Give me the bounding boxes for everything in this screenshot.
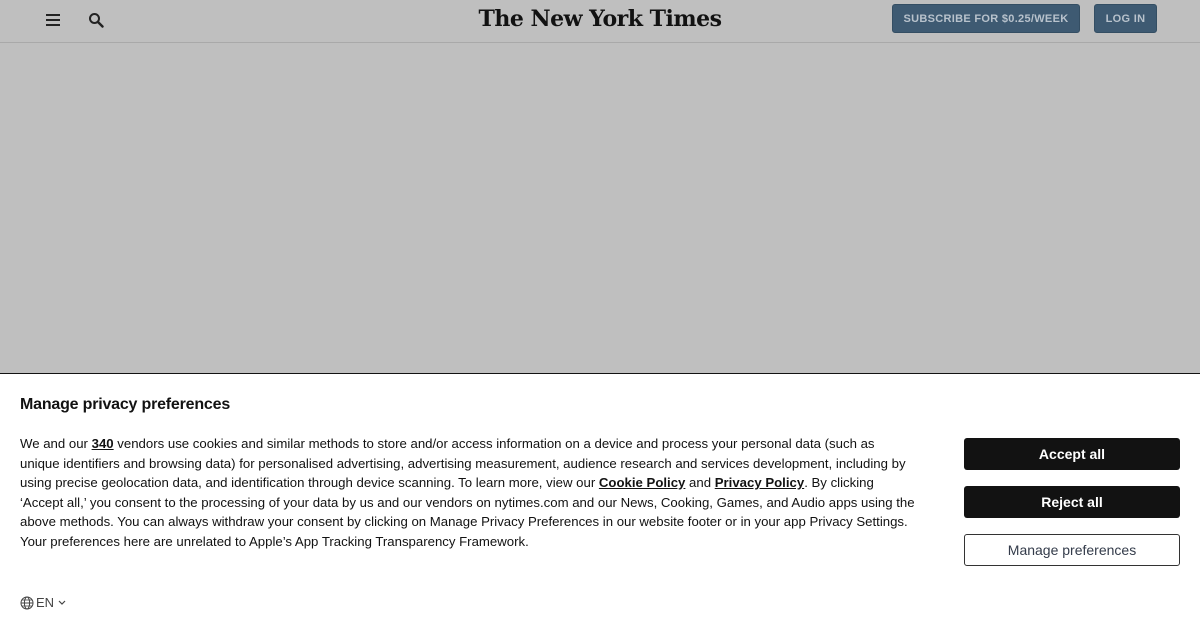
subscribe-button[interactable]: SUBSCRIBE FOR $0.25/WEEK — [892, 4, 1080, 33]
logo-text: The New York Times — [478, 6, 722, 32]
chevron-down-icon — [57, 599, 67, 607]
text-segment: vendors use cookies and similar methods to store and/or access information on a device and process your personal data (such as unique identifiers and browsing data) for personalised advertising, advertising measurement, audience research and services development, including by using precise geolocation data, and identification through device scanning. To learn more, view our — [20, 436, 906, 490]
text-segment: and — [685, 475, 715, 490]
consent-description — [20, 434, 915, 551]
privacy-policy-link[interactable]: Privacy Policy — [714, 475, 805, 490]
login-button[interactable]: LOG IN — [1094, 4, 1157, 33]
vendors-link[interactable]: 340 — [91, 436, 114, 451]
manage-preferences-button[interactable]: Manage preferences — [964, 534, 1180, 566]
reject-all-button[interactable]: Reject all — [964, 486, 1180, 518]
privacy-consent-banner — [0, 373, 1200, 630]
text-segment: . By clicking ‘Accept all,’ you consent to the processing of your data by us and our vendors on nytimes.com and our News, Cooking, Games, and Audio apps using the above methods. You can always withdraw your consent by clicking on Manage Privacy Preferences in our website footer or in your app Privacy Settings. Your preferences here are unrelated to Apple’s App Tracking Transparency Framework. — [20, 475, 915, 549]
accept-all-button[interactable]: Accept all — [964, 438, 1180, 470]
globe-icon — [20, 596, 34, 610]
banner-title: Manage privacy preferences — [20, 396, 231, 413]
cookie-policy-link[interactable]: Cookie Policy — [598, 475, 686, 490]
text-segment: We and our — [20, 436, 92, 451]
site-header — [0, 0, 1200, 43]
language-value: EN — [36, 595, 55, 610]
language-selector[interactable] — [20, 595, 69, 610]
